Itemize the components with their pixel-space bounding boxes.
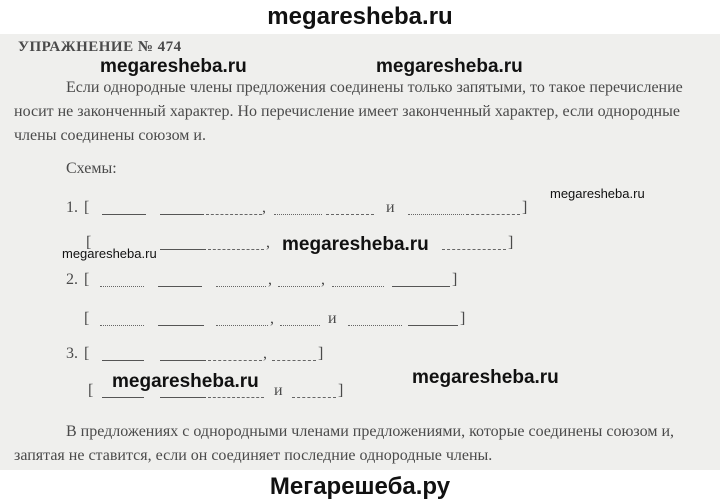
scheme-2-line-2 (84, 310, 474, 330)
close-bracket: ] (338, 382, 344, 399)
close-bracket: ] (508, 234, 514, 251)
open-bracket: [ (84, 199, 90, 216)
close-bracket: ] (452, 271, 458, 288)
comma: , (268, 271, 272, 288)
textbook-page-scan (0, 34, 720, 470)
conjunction: и (328, 310, 337, 327)
scheme-1-line-1 (66, 199, 536, 219)
watermark: megaresheba.ru (112, 371, 259, 392)
scheme-2-line-1 (66, 271, 466, 291)
watermark: megaresheba.ru (62, 246, 157, 261)
open-bracket: [ (86, 234, 92, 251)
scheme-number: 2. (66, 271, 78, 288)
close-bracket: ] (522, 199, 528, 216)
conjunction: и (386, 199, 395, 216)
comma: , (263, 345, 267, 362)
site-footer-watermark: Мегарешеба.ру (0, 470, 720, 504)
close-bracket: ] (460, 310, 466, 327)
exercise-title: УПРАЖНЕНИЕ № 474 (18, 39, 182, 55)
scheme-number: 1. (66, 199, 78, 216)
watermark: megaresheba.ru (550, 186, 645, 201)
watermark: megaresheba.ru (100, 56, 247, 77)
open-bracket: [ (88, 382, 94, 399)
schemes-label: Схемы: (66, 160, 117, 177)
scheme-3-line-1 (66, 345, 336, 365)
comma: , (321, 271, 325, 288)
close-bracket: ] (318, 345, 324, 362)
site-header-watermark: megaresheba.ru (0, 0, 720, 34)
open-bracket: [ (84, 310, 90, 327)
watermark: megaresheba.ru (412, 367, 559, 388)
open-bracket: [ (84, 271, 90, 288)
scheme-number: 3. (66, 345, 78, 362)
comma: , (262, 199, 266, 216)
intro-paragraph: Если однородные члены предложения соединены только запятыми, то такое перечисление носит не законченный характер. Но перечисление имеет законченный характер, если однородные члены соединены союзом и. (14, 79, 683, 144)
comma: , (270, 310, 274, 327)
comma: , (266, 234, 270, 251)
watermark: megaresheba.ru (376, 56, 523, 77)
watermark: megaresheba.ru (282, 234, 429, 255)
open-bracket: [ (84, 345, 90, 362)
conclusion-paragraph: В предложениях с однородными членами предложениями, которые соединены союзом и, запятая не ставится, если он соединяет последние однородные члены. (14, 423, 674, 464)
conjunction: и (274, 382, 283, 399)
